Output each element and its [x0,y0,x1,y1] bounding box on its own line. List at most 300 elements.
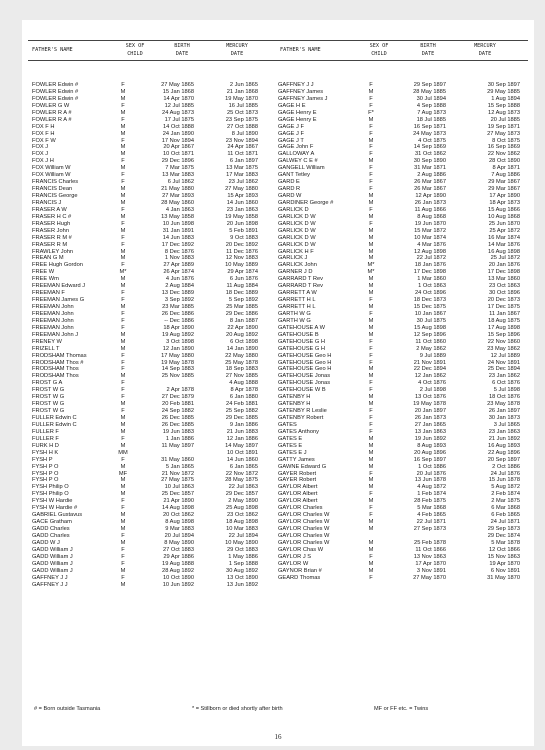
sex-of-child: M [120,421,126,428]
birth-date: 15 Aug 1898 [414,324,446,331]
sex-of-child: M [368,137,374,144]
birth-date: 8 Aug 1898 [165,519,194,526]
father-name: FRASER H C # [32,213,72,220]
birth-date: 12 Sep 1896 [413,331,446,338]
birth-date: 20 Feb 1881 [162,401,194,408]
birth-date: 8 Aug 1893 [417,442,446,449]
father-name: GAYLOR Chas W [278,546,324,553]
sex-of-child: M [120,213,126,220]
sex-of-child: M [368,498,374,505]
father-name: GATES [278,421,297,428]
mercury-date: 27 May 1873 [487,130,520,137]
register-row [278,124,528,131]
father-name: FYSH Philip O [32,491,69,498]
register-row [278,318,528,325]
mercury-date: 5 Mar 1878 [491,539,520,546]
register-row [278,491,528,498]
mercury-date: 24 Feb 1881 [226,401,258,408]
sex-of-child: M [120,109,126,116]
father-name: FROST W G [32,394,65,401]
register-row [278,311,528,318]
birth-date: 4 Sep 1888 [416,102,446,109]
birth-date: 1 Feb 1874 [417,491,446,498]
birth-date: 9 Mar 1883 [165,526,194,532]
mercury-date: 6 Feb 1865 [491,512,520,519]
mercury-date: 2 Jun 1865 [229,82,258,88]
header-sex-line1: SEX OF [369,43,389,49]
father-name: GAWNE Edward G [278,463,327,470]
register-row [32,186,272,193]
sex-of-child: M [120,248,126,255]
father-name: FREEMAN Edward J [32,283,86,290]
sex-of-child: M [120,567,126,574]
birth-date: 17 May 1880 [161,352,194,359]
mercury-date: 10 Aug 1868 [488,213,520,220]
mercury-date: 25 Apr 1872 [489,227,520,234]
register-row [32,561,272,568]
birth-date: 2 May 1862 [416,345,446,352]
father-name: GARRARD T Rev [278,283,323,290]
register-row [32,318,272,325]
father-name: FOX J [32,144,49,151]
register-row [278,165,528,172]
mercury-date: 18 Oct 1876 [489,394,520,401]
father-name: GATEHOUSE Jonas [278,373,331,380]
mercury-date: 22 May 1880 [225,352,258,359]
mercury-date: 11 Jan 1867 [489,310,520,317]
birth-date: 26 Mar 1867 [414,179,446,186]
birth-date: 8 Aug 1868 [417,213,446,220]
sex-of-child: M* [367,262,375,269]
sex-of-child: F [369,408,373,415]
mercury-date: 30 Jan 1873 [488,415,520,421]
sex-of-child: M [368,560,374,567]
birth-date: 2 Apr 1878 [166,387,194,394]
sex-of-child: M [368,477,374,484]
mercury-date: 6 Jan 1865 [229,463,258,470]
mercury-date: 22 Nov 1862 [487,151,520,158]
mercury-date: 20 Dec 1873 [487,297,520,304]
sex-of-child: M [368,442,374,449]
father-name: GATEHOUSE G H [278,345,325,352]
father-name: FOWLER R A # [32,109,72,116]
register-row [278,387,528,394]
sex-of-child: M [368,484,374,491]
father-name: FRANCIS Charles [32,179,79,186]
birth-date: 28 Aug 1892 [162,567,194,574]
father-name: FRANCIS Dean [32,186,73,193]
birth-date: 4 Mar 1876 [417,241,446,248]
register-row [278,144,528,151]
sex-of-child: F [369,82,373,88]
sex-of-child: F [121,206,125,213]
register-row [32,554,272,561]
register-row [32,82,272,89]
sex-of-child: M [120,519,126,526]
register-row [278,158,528,165]
father-name: GALWEY C E # [278,158,318,165]
sex-of-child: M [120,88,126,95]
mercury-date: 10 May 1890 [225,539,258,546]
father-name: GAYLOR J S [278,553,312,560]
birth-date: 19 Jun 1883 [162,428,194,435]
mercury-date: 5 Jul 1898 [493,387,520,394]
sex-of-child: M [368,193,374,199]
father-name: GATEHOUSE A W [278,324,325,331]
father-name: GAYLOR Charles W [278,512,330,519]
mercury-date: 29 Mar 1867 [488,179,520,186]
mercury-date: 28 Oct 1890 [489,158,520,165]
sex-of-child: F [369,421,373,428]
birth-date: 2 Jul 1898 [419,387,446,394]
mercury-date: 12 Aug 1873 [488,109,520,116]
mercury-date: 3 Jul 1865 [493,421,520,428]
register-row [278,339,528,346]
birth-date: 10 Jul 1863 [164,484,194,491]
sex-of-child: M [120,193,126,199]
register-row [32,165,272,172]
birth-date: 7 Aug 1873 [417,109,446,116]
father-name: FRODSHAM Thos # [32,359,84,366]
register-row [32,304,272,311]
sex-of-child: F [121,574,125,581]
sex-of-child: M [368,449,374,456]
father-name: GATES E J [278,449,307,456]
mercury-date: 12 Jul 1889 [490,352,520,359]
birth-date: 24 Aug 1873 [162,109,194,116]
header-sex-line1: SEX OF [125,43,145,49]
register-row [278,457,528,464]
father-name: GATENBY H [278,394,311,401]
register-row [278,82,528,89]
sex-of-child: F [121,310,125,317]
mercury-date: 2 Feb 1874 [491,491,520,498]
mercury-date: 16 Jul 1885 [228,102,258,109]
register-row [32,366,272,373]
father-name: FOX F H [32,123,55,130]
register-row [278,179,528,186]
sex-of-child: F [369,186,373,193]
register-row [278,366,528,373]
register-row [32,221,272,228]
sex-of-child: M [368,255,374,262]
register-row [278,464,528,471]
mercury-date: 24 Apr 1867 [227,144,258,151]
birth-date: 28 May 1860 [161,199,194,206]
father-name: GATTY James [278,456,315,463]
sex-of-child: M [120,338,126,345]
birth-date: 22 Jul 1872 [416,255,446,262]
register-row [32,290,272,297]
birth-date: 31 Mar 1871 [414,165,446,172]
sex-of-child: F [121,158,125,165]
sex-of-child: M [120,581,126,588]
register-row [278,422,528,429]
register-row [32,387,272,394]
register-row [278,103,528,110]
register-row [278,477,528,484]
sex-of-child: M [368,394,374,401]
header-birth-line1: BIRTH [174,43,190,49]
header-fathers-name: FATHER'S NAME [280,47,321,53]
birth-date: 9 Jul 1889 [419,352,446,359]
header-mercury-line1: MERCURY [474,43,496,49]
father-name: FREEMAN James G [32,297,85,304]
sex-of-child: M [120,345,126,352]
sex-of-child: F [121,394,125,401]
father-name: GARLICK John [278,262,317,269]
birth-date: 16 Sep 1871 [413,123,446,130]
father-name: GAGE Henry E [278,109,317,116]
father-name: GARLICK D W [278,227,316,234]
birth-date: 25 Nov 1885 [161,373,194,380]
sex-of-child: F [369,179,373,186]
father-name: GARRARD T Rev [278,276,323,283]
sex-of-child: F [121,456,125,463]
sex-of-child: M [120,123,126,130]
mercury-date: 8 Apr 1871 [492,165,520,172]
birth-date: 4 Aug 1872 [417,484,446,491]
father-name: GAYER Robert [278,477,317,484]
birth-date: 21 Nov 1891 [413,359,446,366]
sex-of-child: F [121,380,125,387]
father-name: FREAN G M [32,255,64,262]
mercury-date: 22 Nov 1872 [225,470,258,477]
father-name: GATES Anthony [278,428,319,435]
mercury-date: 21 Jan 1868 [226,88,258,95]
register-row [278,117,528,124]
register-row [32,138,272,145]
mercury-date: 24 Jul 1876 [490,470,520,477]
register-row [278,526,528,533]
register-row [32,346,272,353]
birth-date: 26 Dec 1885 [161,421,194,428]
register-row [278,540,528,547]
sex-of-child: M [368,227,374,234]
sex-of-child: M [120,428,126,435]
father-name: GADD Charles [32,526,70,532]
mercury-date: 8 Jul 1890 [231,130,258,137]
register-row [278,429,528,436]
father-name: GAGE H E [278,102,306,109]
register-row [278,172,528,179]
father-name: GATEHOUSE G H [278,338,325,345]
register-row [32,96,272,103]
father-name: GANT Tetley [278,172,311,179]
father-name: FOWLER Edwin # [32,95,79,102]
sex-of-child: M [120,526,126,532]
sex-of-child: F [369,345,373,352]
birth-date: 24 Sep 1882 [161,408,194,415]
birth-date: 18 Jan 1876 [414,262,446,269]
mercury-date: 23 Oct 1863 [489,283,520,290]
father-name: GARLICK D W [278,220,316,227]
mercury-date: 23 Jan 1862 [488,373,520,380]
father-name: GAYLOR Charles [278,505,323,512]
sex-of-child: F [369,574,373,581]
mercury-date: 22 Apr 1890 [227,324,258,331]
mercury-date: 18 Dec 1889 [225,290,258,297]
mercury-date: 23 Jul 1862 [228,179,258,186]
mercury-date: 20 Dec 1892 [225,241,258,248]
birth-date: 13 Jun 1878 [414,477,446,484]
sex-of-child: M [120,186,126,193]
mercury-date: 18 Aug 1875 [488,317,520,324]
mercury-date: 31 May 1870 [487,574,520,581]
sex-of-child: F [121,546,125,553]
mercury-date: 25 Sep 1882 [225,408,258,415]
father-name: FRAWLEY John [32,248,74,255]
birth-date: 31 May 1860 [161,456,194,463]
birth-date: 15 Dec 1875 [413,304,446,310]
father-name: GADD William J [32,567,73,574]
register-row [32,526,272,533]
mercury-date: 1 May 1886 [228,553,258,560]
register-row [278,533,528,540]
register-row [278,249,528,256]
birth-date: 5 Mar 1868 [417,505,446,512]
header-birth-line2: DATE [175,51,189,57]
register-row [32,582,272,589]
mercury-date: 14 Mar 1876 [488,241,520,248]
sex-of-child: M [120,283,126,290]
register-row [32,477,272,484]
birth-date: 13 Oct 1876 [415,394,446,401]
sex-of-child: F [369,144,373,151]
mercury-date: 9 Oct 1883 [230,234,258,241]
father-name: FRASER R M # [32,234,72,241]
register-row [32,311,272,318]
birth-date: 15 Jan 1868 [162,88,194,95]
mercury-date: 5 Sep 1892 [228,297,258,304]
father-name: FREEMAN John J [32,331,79,338]
birth-date: 25 Dec 1857 [161,491,194,498]
sex-of-child: M [120,539,126,546]
register-row [278,394,528,401]
mercury-date: 12 Nov 1883 [225,255,258,262]
father-name: FREE W [32,269,55,276]
father-name: GARTH W G [278,317,311,324]
register-row [32,471,272,478]
birth-date: 8 Dec 1876 [164,248,194,255]
sex-of-child: M [368,290,374,297]
page-number: 16 [274,733,282,741]
father-name: GARLICK J [278,255,308,262]
register-row [32,207,272,214]
father-name: FULLER Edwin C [32,415,77,421]
register-row [278,242,528,249]
mercury-date: 24 Nov 1891 [487,359,520,366]
father-name: GAFFNEY J J [32,581,68,588]
mercury-date: 5 Feb 1891 [229,227,258,234]
birth-date: 13 May 1858 [161,213,194,220]
header-rule-bottom [28,60,528,61]
mercury-date: 6 Nov 1891 [490,567,520,574]
sex-of-child: M [368,158,374,165]
birth-date: 26 Dec 1886 [161,310,194,317]
birth-date: 10 Mar 1874 [414,234,446,241]
mercury-date: 17 Mar 1883 [226,172,258,179]
sex-of-child: F [121,532,125,539]
register-row [278,484,528,491]
sex-of-child: F [369,505,373,512]
sex-of-child: M* [119,269,127,276]
register-row [32,332,272,339]
register-row [278,214,528,221]
father-name: FYSH P O [32,463,59,470]
register-row [278,332,528,339]
mercury-date: 18 Apr 1873 [489,199,520,206]
birth-date: 17 Nov 1894 [161,137,194,144]
father-name: GARRETT H L [278,304,316,310]
father-name: FRASER John [32,227,69,234]
mercury-date: 29 Apr 1874 [227,269,258,276]
sex-of-child: F [369,387,373,394]
header-birth-date [162,42,202,58]
sex-of-child: M [368,276,374,283]
sex-of-child: M [368,401,374,408]
father-name: FRANCIS J [32,199,62,206]
mercury-date: 20 Jun 1898 [226,220,258,227]
header-fathers-name: FATHER'S NAME [32,47,73,53]
birth-date: 5 Jan 1865 [165,463,194,470]
birth-date: 26 Jan 1873 [414,199,446,206]
register-row [278,138,528,145]
birth-date: 29 Dec 1896 [161,158,194,165]
father-name: GARDINER George # [278,199,334,206]
register-page [22,20,534,746]
mercury-date: 22 Jul 1894 [228,532,258,539]
birth-date: 10 Oct 1890 [163,574,194,581]
mercury-date: 2 May 1890 [228,498,258,505]
sex-of-child: F [369,102,373,109]
register-row [278,269,528,276]
sex-of-child: F [369,470,373,477]
mercury-date: 11 Oct 1871 [227,151,258,158]
sex-of-child: M [368,526,374,532]
register-row [32,158,272,165]
father-name: FYSH H K [32,449,59,456]
birth-date: 10 Oct 1871 [163,151,194,158]
birth-date: 14 Sep 1883 [161,366,194,373]
mercury-date: 17 Aug 1898 [488,324,520,331]
mercury-date: 14 May 1897 [225,442,258,449]
mercury-date: 25 Mar 1885 [226,304,258,310]
sex-of-child: M [368,234,374,241]
father-name: GATEHOUSE W B [278,387,326,394]
sex-of-child: M [120,477,126,484]
sex-of-child: F [121,297,125,304]
father-name: GAGE J F [278,123,304,130]
register-row [32,484,272,491]
birth-date: 27 Sep 1873 [413,526,446,532]
register-row [32,415,272,422]
birth-date: 12 Jan 1890 [162,345,194,352]
register-row [278,408,528,415]
register-row [278,276,528,283]
father-name: FYSH P O [32,470,59,477]
header-mercury-date [212,42,262,58]
register-row [278,89,528,96]
sex-of-child: F [369,130,373,137]
register-row [278,186,528,193]
birth-date: 4 Oct 1875 [418,137,446,144]
sex-of-child: F [121,387,125,394]
register-row [32,512,272,519]
father-name: GAFFNEY James J [278,95,328,102]
birth-date: 13 Dec 1889 [161,290,194,297]
birth-date: 13 Jan 1863 [414,428,446,435]
